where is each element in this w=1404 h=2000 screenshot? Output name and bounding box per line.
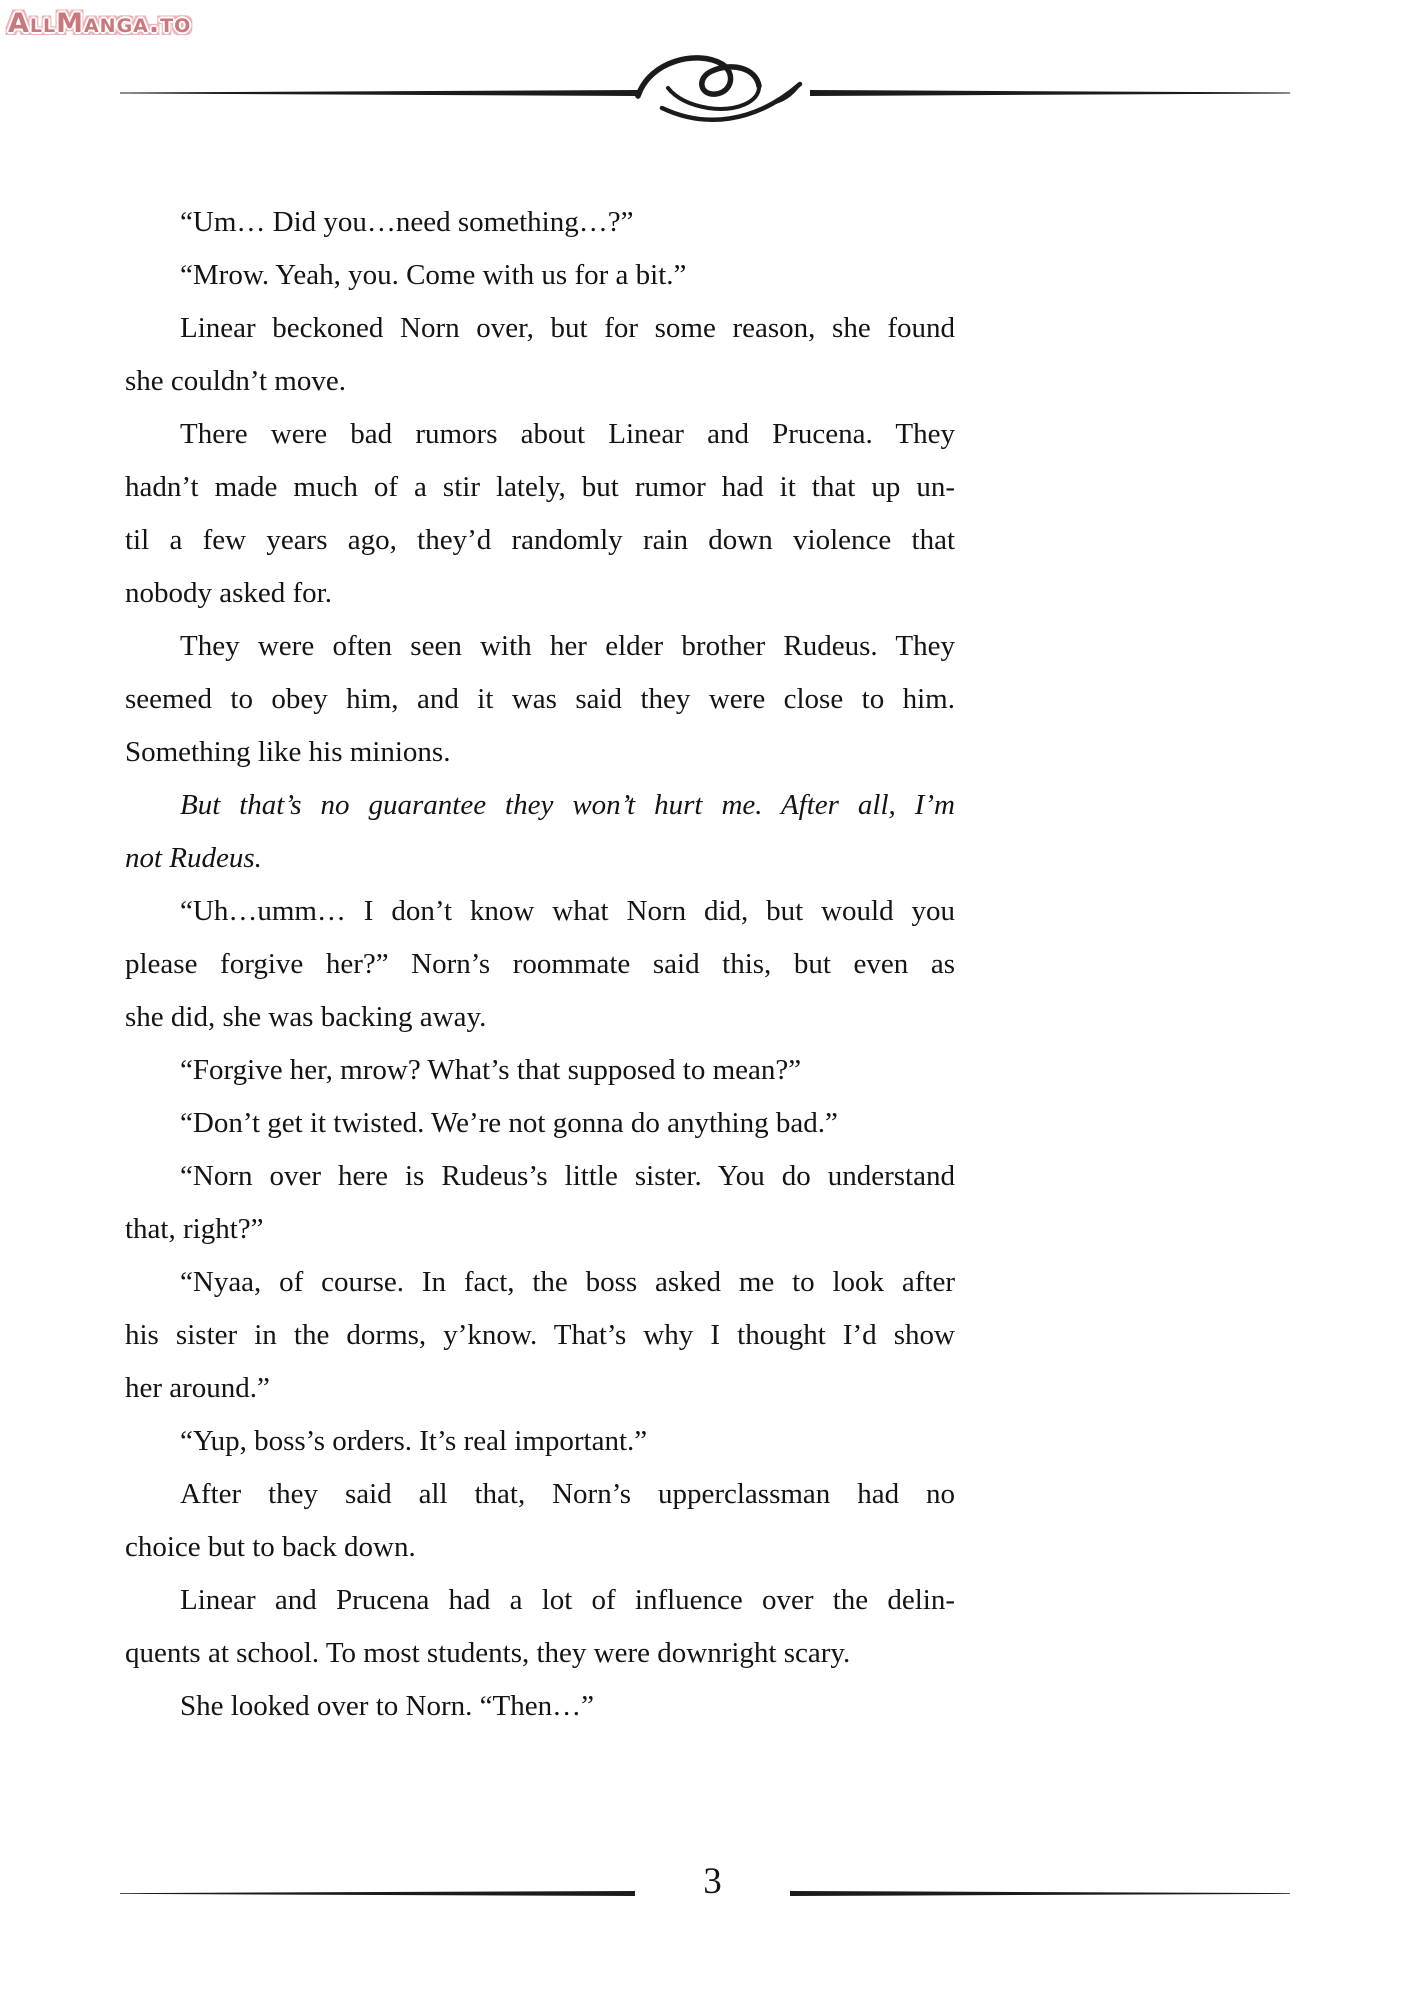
paragraph [125,1468,955,1574]
paragraph-line: his sister in the dorms, y’know. That’s why I thought I’d show [125,1319,955,1351]
paragraph-line: please forgive her?” Norn’s roommate said this, but even as [125,948,955,980]
header-divider [120,48,1290,126]
paragraph-line: “Norn over here is Rudeus’s little sister. You do understand [180,1160,955,1192]
text-column [125,196,955,1733]
paragraph-line: that, right?” [125,1213,264,1245]
paragraph [125,1680,955,1733]
paragraph-line: seemed to obey him, and it was said they were close to him. [125,683,955,715]
paragraph-line: Something like his minions. [125,736,451,768]
page-number: 3 [703,1861,722,1902]
paragraph [125,1097,955,1150]
paragraph [125,620,955,779]
paragraph [125,1150,955,1256]
paragraph-line: choice but to back down. [125,1531,416,1563]
paragraph-line: After they said all that, Norn’s upperclassman had no [180,1478,955,1510]
paragraph-line: her around.” [125,1372,270,1404]
header-rule-left [120,90,640,96]
paragraph [125,196,955,249]
paragraph-line: “Forgive her, mrow? What’s that supposed to mean?” [180,1054,802,1086]
paragraph-line: There were bad rumors about Linear and Prucena. They [180,418,955,450]
paragraph-line: She looked over to Norn. “Then…” [180,1690,594,1722]
paragraph-line: “Yup, boss’s orders. It’s real important.” [180,1425,648,1457]
paragraph-line: “Um… Did you…need something…?” [180,206,634,238]
paragraph-line: she did, she was backing away. [125,1001,487,1033]
paragraph-line: quents at school. To most students, they were downright scary. [125,1637,851,1669]
paragraph-line: nobody asked for. [125,577,332,609]
footer-rule-left [120,1891,635,1896]
paragraph [125,885,955,1044]
paragraph-line: hadn’t made much of a stir lately, but rumor had it that up un- [125,471,955,503]
paragraph [125,1256,955,1415]
paragraph-line: “Don’t get it twisted. We’re not gonna do anything bad.” [180,1107,838,1139]
paragraph [125,249,955,302]
paragraph-line: But that’s no guarantee they won’t hurt me. After all, I’m [180,789,955,821]
paragraph [125,408,955,620]
paragraph-line: They were often seen with her elder brother Rudeus. They [180,630,955,662]
site-watermark: AllManga.to [8,8,192,39]
paragraph-line: not Rudeus. [125,842,262,874]
header-rule-right [810,90,1290,96]
paragraph-line: “Nyaa, of course. In fact, the boss asked me to look after [180,1266,955,1298]
paragraph [125,1044,955,1097]
paragraph-line: Linear beckoned Norn over, but for some reason, she found [180,312,955,344]
paragraph-line: “Mrow. Yeah, you. Come with us for a bit.” [180,259,687,291]
paragraph-line: “Uh…umm… I don’t know what Norn did, but would you [180,895,955,927]
paragraph-line: Linear and Prucena had a lot of influence over the delin- [180,1584,955,1616]
paragraph-line: til a few years ago, they’d randomly rain down violence that [125,524,955,556]
paragraph [125,1415,955,1468]
paragraph-line: she couldn’t move. [125,365,346,397]
flourish-divider-icon [632,48,808,126]
footer-rule-right [790,1891,1290,1896]
paragraph [125,302,955,408]
paragraph [125,779,955,885]
paragraph [125,1574,955,1680]
